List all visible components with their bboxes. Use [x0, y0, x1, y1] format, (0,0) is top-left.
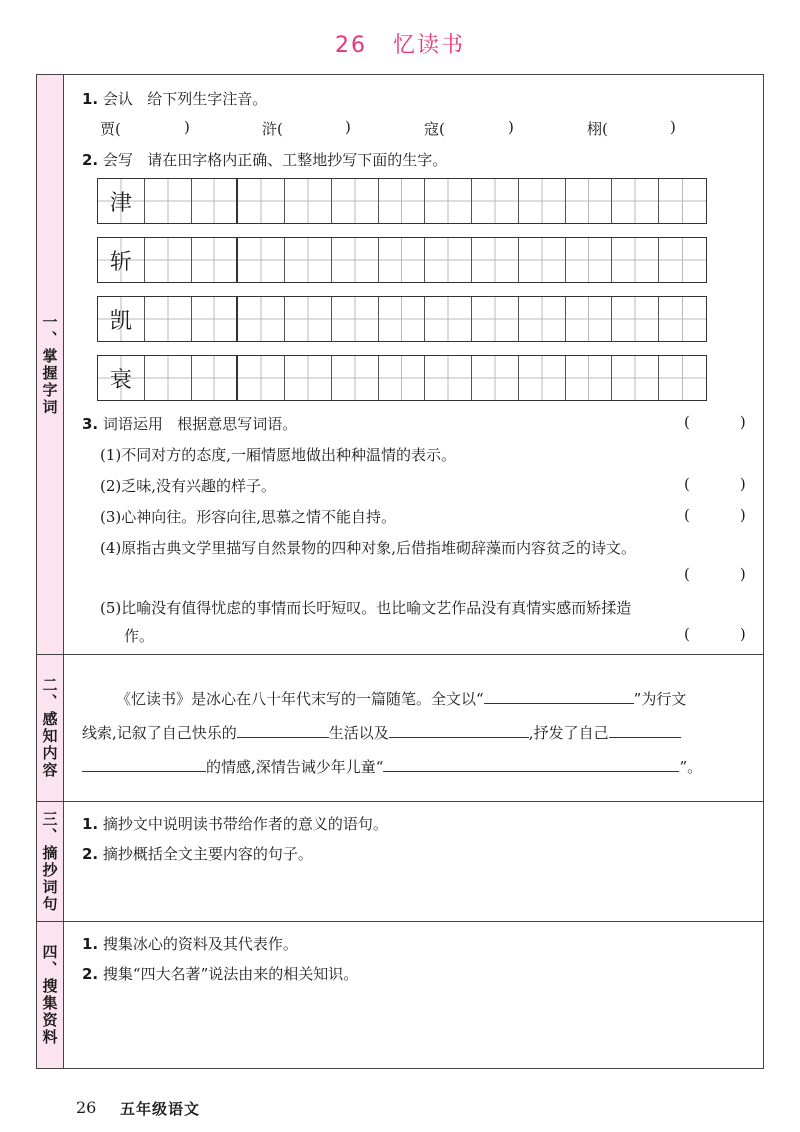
q1-heading: 1. 会认 给下列生字注音。: [82, 90, 268, 108]
lesson-number: 26: [334, 33, 367, 58]
tianzige-row[interactable]: [97, 355, 707, 401]
fill-blank[interactable]: [484, 688, 634, 704]
book-name: 五年级语文: [120, 1100, 201, 1118]
q3-item: (5)比喻没有值得忧虑的事情而长吁短叹。也比喻文艺作品没有真情实感而矫揉造: [100, 599, 632, 617]
pinyin-input[interactable]: ): [345, 118, 351, 136]
tianzige-row[interactable]: [97, 237, 707, 283]
q3-item-cont: 作。: [124, 627, 155, 645]
q3-item: (3)心神向往。形容向往,思慕之情不能自持。: [100, 508, 397, 526]
fill-blank[interactable]: [82, 756, 206, 772]
tianzige-row[interactable]: [97, 296, 707, 342]
pinyin-item: 栩(: [587, 120, 608, 138]
section-divider: [37, 654, 763, 655]
section-label-1: 一、掌握字词: [37, 75, 63, 654]
answer-paren[interactable]: ( ): [684, 506, 746, 524]
sample-char: 衰: [109, 367, 132, 393]
sample-char: 凯: [109, 308, 132, 334]
section-divider: [37, 921, 763, 922]
excerpt-task: 1. 摘抄文中说明读书带给作者的意义的语句。: [82, 815, 388, 833]
page-title: [0, 28, 800, 59]
excerpt-task: 2. 摘抄概括全文主要内容的句子。: [82, 845, 313, 863]
q3-heading: 3. 词语运用 根据意思写词语。: [82, 415, 298, 433]
fill-blank[interactable]: [609, 722, 681, 738]
pinyin-item: 浒(: [262, 120, 283, 138]
pinyin-input[interactable]: ): [184, 118, 190, 136]
summary-line-2: 线索,记叙了自己快乐的 生活以及 ,抒发了自己: [82, 722, 681, 743]
pinyin-item: 寇(: [424, 120, 445, 138]
q3-item: (1)不同对方的态度,一厢情愿地做出种种温情的表示。: [100, 446, 457, 464]
tianzige-row[interactable]: [97, 178, 707, 224]
page-number: 26: [76, 1098, 97, 1117]
answer-paren[interactable]: ( ): [684, 565, 746, 583]
sample-char: 津: [109, 190, 132, 216]
section-label-2: 二、感知内容: [37, 655, 63, 801]
q2-heading: 2. 会写 请在田字格内正确、工整地抄写下面的生字。: [82, 151, 448, 169]
pinyin-input[interactable]: ): [508, 118, 514, 136]
lesson-title: 忆读书: [392, 33, 465, 58]
section-label-4: 四、搜集资料: [37, 922, 63, 1068]
answer-paren[interactable]: ( ): [684, 475, 746, 493]
q3-item: (2)乏味,没有兴趣的样子。: [100, 477, 277, 495]
summary-line-3: 的情感,深情告诫少年儿童“ ”。: [82, 756, 702, 777]
answer-paren[interactable]: ( ): [684, 625, 746, 643]
pinyin-item: 贾(: [100, 120, 121, 138]
answer-paren[interactable]: ( ): [684, 413, 746, 431]
section-label-3: 三、摘抄词句: [37, 802, 63, 921]
sample-char: 斩: [109, 249, 132, 275]
fill-blank[interactable]: [237, 722, 329, 738]
research-task: 1. 搜集冰心的资料及其代表作。: [82, 935, 298, 953]
fill-blank[interactable]: [389, 722, 529, 738]
label-divider: [63, 75, 64, 1068]
fill-blank[interactable]: [383, 756, 679, 772]
q3-item: (4)原指古典文学里描写自然景物的四种对象,后借指堆砌辞藻而内容贫乏的诗文。: [100, 539, 637, 557]
summary-line-1: 《忆读书》是冰心在八十年代末写的一篇随笔。全文以“ ”为行文: [116, 690, 687, 708]
section-divider: [37, 801, 763, 802]
pinyin-input[interactable]: ): [670, 118, 676, 136]
research-task: 2. 搜集“四大名著”说法由来的相关知识。: [82, 965, 359, 983]
